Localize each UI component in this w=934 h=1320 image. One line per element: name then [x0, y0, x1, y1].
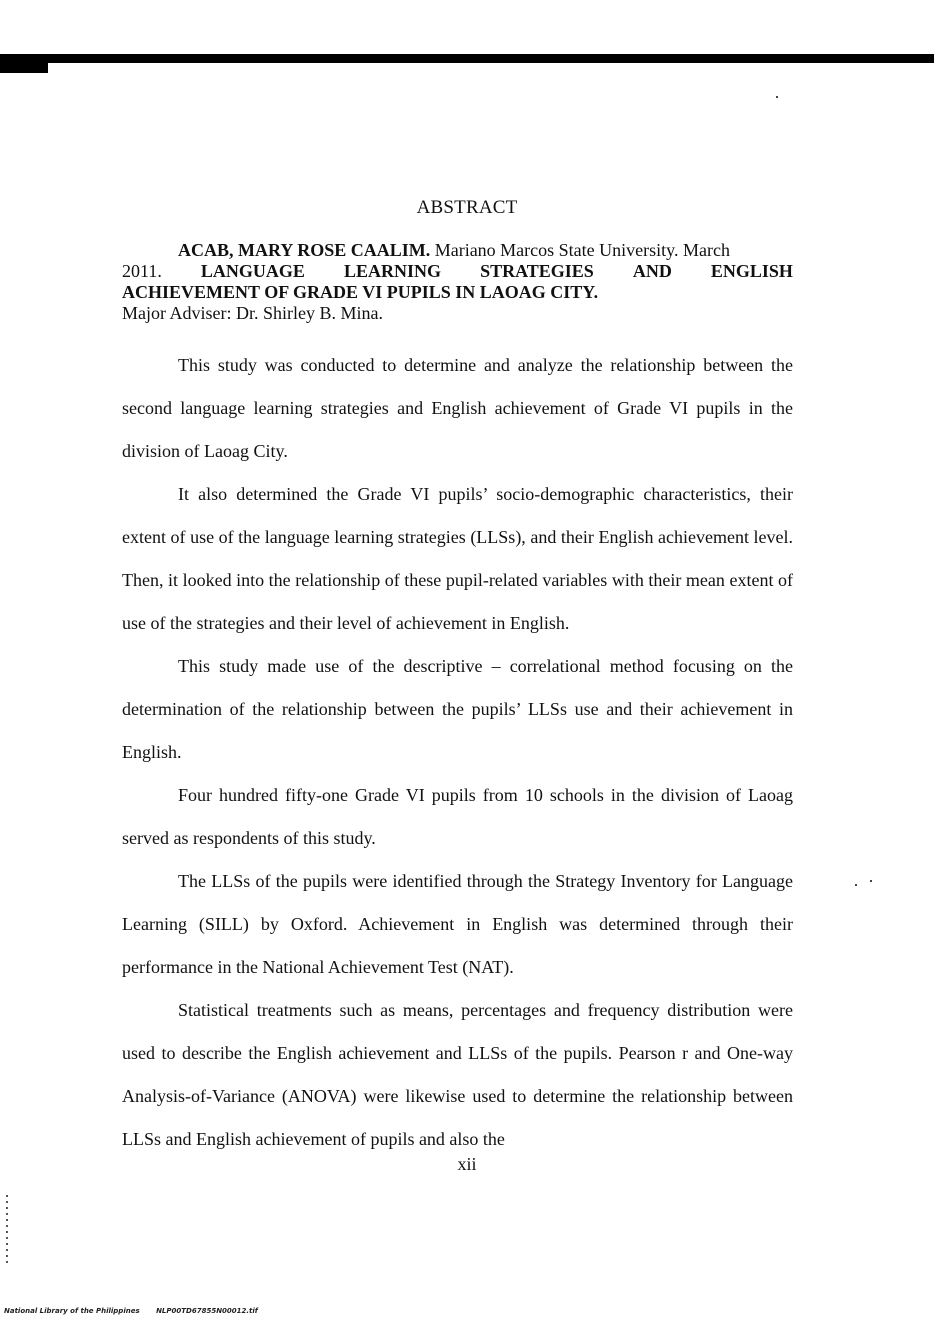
- abstract-paragraph: It also determined the Grade VI pupils’ socio-demographic characteristics, their extent of use of the language learning strategies (LLSs), and their English achievement level. Then, it looked into the relationship of these pupil-related variables with their mean extent of use of the strategies and their level of achievement in English.: [122, 484, 793, 633]
- abstract-paragraph: Statistical treatments such as means, percentages and frequency distribution were used to describe the English achievement and LLSs of the pupils. Pearson r and One-way Analysis-of-Variance (ANOVA) were likewise used to determine the relationship between LLSs and English achievement of pupils and also the: [122, 1000, 793, 1149]
- scan-edge-tab: [0, 61, 48, 73]
- scan-speck: [776, 96, 778, 98]
- abstract-paragraph: This study made use of the descriptive – correlational method focusing on the determination of the relationship between the pupils’ LLSs use and their achievement in English.: [122, 656, 793, 762]
- thesis-title-word: ENGLISH: [710, 261, 793, 281]
- institution-date: Mariano Marcos State University. March: [434, 240, 730, 260]
- file-id: NLP00TD67855N00012.tif: [156, 1307, 258, 1315]
- abstract-paragraph: Four hundred fifty-one Grade VI pupils from 10 schools in the division of Laoag served as respondents of this study.: [122, 785, 793, 848]
- thesis-title-line-2: ACHIEVEMENT OF GRADE VI PUPILS IN LAOAG CITY.: [122, 282, 599, 302]
- author-name: ACAB, MARY ROSE CAALIM.: [178, 240, 431, 260]
- thesis-title-word: LANGUAGE: [200, 261, 305, 281]
- abstract-heading: ABSTRACT: [416, 197, 518, 218]
- scan-speck: [870, 880, 872, 882]
- scan-footer: [4, 1307, 258, 1315]
- thesis-title-word: AND: [632, 261, 672, 281]
- citation-block: [122, 240, 793, 324]
- scan-speck: [6, 1195, 8, 1265]
- abstract-body: [122, 344, 793, 1161]
- library-credit: National Library of the Philippines: [4, 1307, 140, 1315]
- abstract-paragraph: This study was conducted to determine and analyze the relationship between the second language learning strategies and English achievement of Grade VI pupils in the division of Laoag City.: [122, 355, 793, 461]
- major-adviser: Major Adviser: Dr. Shirley B. Mina.: [122, 303, 383, 323]
- scan-edge-bar: [0, 54, 934, 63]
- thesis-year: 2011.: [122, 261, 162, 281]
- abstract-paragraph: The LLSs of the pupils were identified through the Strategy Inventory for Language Learning (SILL) by Oxford. Achievement in English was determined through their performance in the National Achievement Test (NAT).: [122, 871, 793, 977]
- thesis-title-word: STRATEGIES: [480, 261, 594, 281]
- citation-line-2: [122, 261, 793, 282]
- citation-line-1: [122, 240, 793, 261]
- page-number: xii: [457, 1154, 477, 1174]
- thesis-title-word: LEARNING: [343, 261, 441, 281]
- scan-speck: [855, 884, 857, 886]
